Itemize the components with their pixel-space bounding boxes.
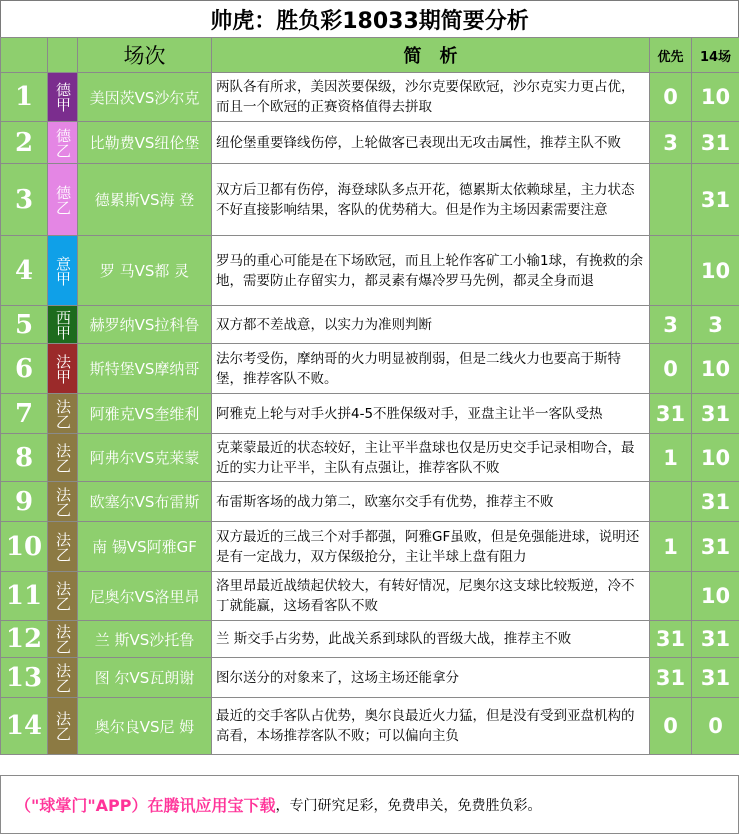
fourteen-pick: 3 (692, 306, 739, 344)
priority-pick (650, 236, 692, 306)
league-badge: 法乙 (48, 482, 78, 522)
header-fourteen: 14场 (692, 38, 739, 73)
fourteen-pick: 31 (692, 522, 739, 572)
league-badge: 法乙 (48, 572, 78, 621)
fourteen-pick: 31 (692, 658, 739, 698)
fourteen-pick: 31 (692, 394, 739, 434)
table-row (1, 698, 739, 755)
row-number: 13 (1, 658, 48, 698)
match-name: 兰 斯VS沙托鲁 (78, 621, 212, 658)
priority-pick: 31 (650, 621, 692, 658)
analysis-text: 双方最近的三战三个对手都强，阿雅GF虽败，但是免强能进球，说明还是有一定战力，双方保级抢分，主让半球上盘有阻力 (212, 522, 650, 572)
table-row (1, 572, 739, 621)
match-name: 美因茨VS沙尔克 (78, 73, 212, 122)
fourteen-pick: 31 (692, 164, 739, 236)
match-name: 罗 马VS都 灵 (78, 236, 212, 306)
match-name: 德累斯VS海 登 (78, 164, 212, 236)
table-row (1, 164, 739, 236)
league-badge: 德甲 (48, 73, 78, 122)
match-name: 欧塞尔VS布雷斯 (78, 482, 212, 522)
match-name: 比勒费VS纽伦堡 (78, 122, 212, 164)
priority-pick: 31 (650, 394, 692, 434)
match-name: 尼奥尔VS洛里昂 (78, 572, 212, 621)
match-name: 阿弗尔VS克莱蒙 (78, 434, 212, 482)
fourteen-pick: 10 (692, 344, 739, 394)
priority-pick (650, 164, 692, 236)
row-number: 12 (1, 621, 48, 658)
header-analysis: 简析 (212, 38, 650, 73)
priority-pick: 3 (650, 306, 692, 344)
priority-pick: 1 (650, 522, 692, 572)
analysis-table (0, 37, 739, 755)
league-badge: 法乙 (48, 434, 78, 482)
table-row (1, 122, 739, 164)
priority-pick (650, 482, 692, 522)
row-number: 11 (1, 572, 48, 621)
fourteen-pick: 10 (692, 236, 739, 306)
league-badge: 德乙 (48, 122, 78, 164)
analysis-text: 洛里昂最近战绩起伏较大，有转好情况，尼奥尔这支球比较叛逆，冷不丁就能赢，这场看客队不败 (212, 572, 650, 621)
league-badge: 法乙 (48, 394, 78, 434)
footer-banner (0, 775, 739, 834)
fourteen-pick: 10 (692, 434, 739, 482)
match-name: 图 尔VS瓦朗谢 (78, 658, 212, 698)
table-row (1, 344, 739, 394)
fourteen-pick: 31 (692, 482, 739, 522)
match-name: 斯特堡VS摩纳哥 (78, 344, 212, 394)
league-badge: 法乙 (48, 698, 78, 755)
league-badge: 法乙 (48, 522, 78, 572)
table-row (1, 482, 739, 522)
table-row (1, 394, 739, 434)
table-row (1, 434, 739, 482)
league-badge: 德乙 (48, 164, 78, 236)
row-number: 5 (1, 306, 48, 344)
row-number: 4 (1, 236, 48, 306)
footer-text: ，专门研究足彩，免费串关，免费胜负彩。 (275, 797, 542, 814)
row-number: 1 (1, 73, 48, 122)
row-number: 9 (1, 482, 48, 522)
table-row (1, 236, 739, 306)
analysis-text: 罗马的重心可能是在下场欧冠，而且上轮作客矿工小输1球，有挽救的余地，需要防止存留实力，都灵素有爆冷罗马先例，都灵全身而退 (212, 236, 650, 306)
row-number: 6 (1, 344, 48, 394)
analysis-text: 纽伦堡重要锋线伤停，上轮做客已表现出无攻击属性，推荐主队不败 (212, 122, 650, 164)
priority-pick: 3 (650, 122, 692, 164)
league-badge: 法乙 (48, 658, 78, 698)
league-badge: 法乙 (48, 621, 78, 658)
row-number: 8 (1, 434, 48, 482)
analysis-text: 两队各有所求，美因茨要保级，沙尔克要保欧冠，沙尔克实力更占优，而且一个欧冠的正赛资格值得去拼取 (212, 73, 650, 122)
header-row (1, 38, 739, 73)
header-match: 场次 (78, 38, 212, 73)
header-priority: 优先 (650, 38, 692, 73)
fourteen-pick: 10 (692, 572, 739, 621)
fourteen-pick: 31 (692, 122, 739, 164)
header-num-blank (1, 38, 48, 73)
table-row (1, 73, 739, 122)
row-number: 10 (1, 522, 48, 572)
match-name: 阿雅克VS奎维利 (78, 394, 212, 434)
priority-pick: 31 (650, 658, 692, 698)
fourteen-pick: 31 (692, 621, 739, 658)
footer-ad: （"球掌门"APP）在腾讯应用宝下载 (15, 796, 276, 815)
match-name: 南 锡VS阿雅GF (78, 522, 212, 572)
analysis-text: 布雷斯客场的战力第二，欧塞尔交手有优势，推荐主不败 (212, 482, 650, 522)
priority-pick: 0 (650, 73, 692, 122)
match-name: 奥尔良VS尼 姆 (78, 698, 212, 755)
table-row (1, 658, 739, 698)
priority-pick: 0 (650, 698, 692, 755)
analysis-text: 法尔考受伤，摩纳哥的火力明显被削弱，但是二线火力也要高于斯特堡，推荐客队不败。 (212, 344, 650, 394)
league-badge: 意甲 (48, 236, 78, 306)
analysis-text: 兰 斯交手占劣势，此战关系到球队的晋级大战，推荐主不败 (212, 621, 650, 658)
match-name: 赫罗纳VS拉科鲁 (78, 306, 212, 344)
analysis-text: 阿雅克上轮与对手火拼4-5不胜保级对手，亚盘主让半一客队受热 (212, 394, 650, 434)
fourteen-pick: 10 (692, 73, 739, 122)
row-number: 7 (1, 394, 48, 434)
row-number: 2 (1, 122, 48, 164)
league-badge: 法甲 (48, 344, 78, 394)
fourteen-pick: 0 (692, 698, 739, 755)
analysis-text: 双方都不差战意，以实力为准则判断 (212, 306, 650, 344)
analysis-text: 双方后卫都有伤停，海登球队多点开花，德累斯太依赖球星，主力状态不好直接影响结果，客队的优势稍大。但是作为主场因素需要注意 (212, 164, 650, 236)
analysis-text: 克莱蒙最近的状态较好，主让平半盘球也仅是历史交手记录相吻合，最近的实力让平半，主队有点强让，推荐客队不败 (212, 434, 650, 482)
priority-pick: 1 (650, 434, 692, 482)
analysis-text: 图尔送分的对象来了，这场主场还能拿分 (212, 658, 650, 698)
table-row (1, 522, 739, 572)
table-row (1, 306, 739, 344)
priority-pick: 0 (650, 344, 692, 394)
priority-pick (650, 572, 692, 621)
row-number: 3 (1, 164, 48, 236)
table-row (1, 621, 739, 658)
header-league-blank (48, 38, 78, 73)
page-title: 帅虎：胜负彩18033期简要分析 (0, 0, 739, 38)
analysis-text: 最近的交手客队占优势，奥尔良最近火力猛，但是没有受到亚盘机构的高看，本场推荐客队不败；可以偏向主负 (212, 698, 650, 755)
league-badge: 西甲 (48, 306, 78, 344)
row-number: 14 (1, 698, 48, 755)
